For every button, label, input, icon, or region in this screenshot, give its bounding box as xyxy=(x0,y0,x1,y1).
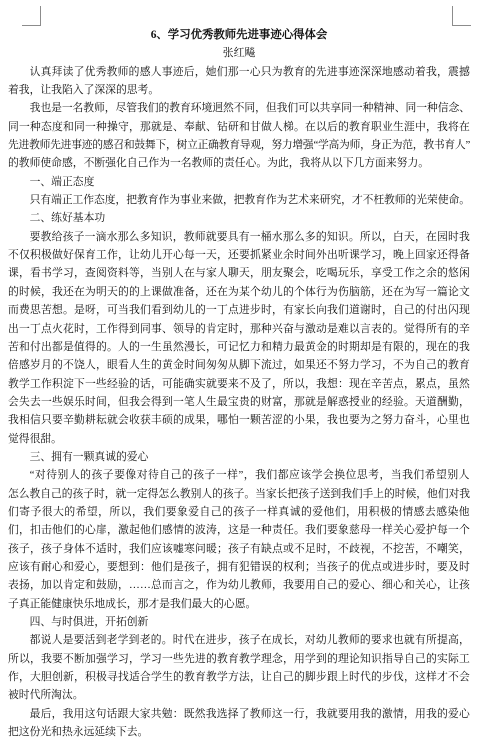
text-line-text: 应该有耐心和爱心，要想到：他们是孩子，拥有犯错误的权利；当孩子的优点或进步时，要及时 xyxy=(8,560,470,573)
corner-mark-top-left-vertical xyxy=(40,6,41,26)
text-line xyxy=(8,191,470,209)
text-line-text: 被时代所淘汰。 xyxy=(8,689,84,702)
text-line xyxy=(8,356,470,374)
text-line-text: 同一种态度和同一种操守，那就是、奉献、钻研和甘做人梯。在以后的教育职业生涯中，我将在 xyxy=(8,120,470,133)
section-heading xyxy=(8,448,470,466)
text-line-text: 我也是一名教师，尽管我们的教育环境迥然不同，但我们可以共享同一种精神、同一种信念、 xyxy=(29,102,470,115)
text-line-text: 着我，让我陷入了深深的思考。 xyxy=(8,84,160,97)
text-line xyxy=(8,631,470,649)
section-heading-text: 一、端正态度 xyxy=(29,175,95,188)
document-title: 6、学习优秀教师先进事迹心得体会 xyxy=(150,29,328,41)
text-line-text: 而费思苦想。是呀，可当我们看到幼儿的一丁点进步时，有家长向我们道谢时，自己的付出闪现 xyxy=(8,304,470,317)
text-line-text: “对待别人的孩子要像对待自己的孩子一样”，我们都应该学会换位思考，当我们希望别人 xyxy=(29,469,470,482)
text-line-text: 的时候，我还在为明天的的上课做准备，还在为某个幼儿的个体行为伤脑筋，还在为写一篇论文 xyxy=(8,285,470,298)
text-line-text: 只有端正工作态度，把教育作为事业来做，把教育作为艺术来研究，才不枉教师的光荣使命。 xyxy=(29,194,470,207)
text-line-text: 出一丁点火花时，工作得到同事、领导的肯定时，那种兴奋与激动是难以言表的。觉得所有的辛 xyxy=(8,322,470,335)
text-line-text: 们，扣击他们的心扉，激起他们感情的波涛，这是一种责任。我们要象慈母一样关心爱护每一个 xyxy=(8,524,470,537)
text-line xyxy=(8,576,470,594)
text-line-text: 把这份光和热永远延续下去。 xyxy=(8,726,149,739)
text-line-text: 作，大胆创新，积极寻找适合学生的教育教学方法，让自己的脚步跟上时代的步伐，这样才不会 xyxy=(8,671,470,684)
text-line xyxy=(8,338,470,356)
text-line xyxy=(8,503,470,521)
text-line xyxy=(8,81,470,99)
author-name: 张红飚 xyxy=(222,47,256,60)
text-line xyxy=(8,301,470,319)
text-line xyxy=(8,118,470,136)
section-heading-text: 四、与时俱进，开拓创新 xyxy=(29,616,149,628)
text-line xyxy=(8,430,470,448)
text-line xyxy=(8,228,470,246)
text-line xyxy=(8,411,470,429)
paragraph xyxy=(8,191,470,209)
document-body xyxy=(8,26,470,741)
text-flow xyxy=(8,63,470,742)
paragraph xyxy=(8,63,470,100)
paragraph xyxy=(8,705,470,742)
text-line-text: 都说人是要活到老学到老的。时代在进步，孩子在成长，对幼儿教师的要求也就有所提高， xyxy=(29,634,470,647)
text-line xyxy=(8,320,470,338)
text-line xyxy=(8,668,470,686)
text-line xyxy=(8,393,470,411)
text-line-text: 觉得很甜。 xyxy=(8,432,62,445)
text-line-text: 子真正能健康快乐地成长，那才是我们最大的心愿。 xyxy=(8,597,257,610)
section-heading xyxy=(8,173,470,191)
text-line xyxy=(8,595,470,613)
text-line-text: 们寄予很大的希望，所以，我们要象爱自己的孩子一样真诚的爱他们，用积极的情感去感染他 xyxy=(8,505,470,518)
text-line-text: 课，看书学习，查阅资料等，当别人在与家人聊天，朋友聚会，吃喝玩乐，享受工作之余的悠闲 xyxy=(8,267,470,280)
text-line xyxy=(8,705,470,723)
text-line-text: 先进教师先进事迹的感召和鼓舞下，树立正确教育导观，努力增强“学高为师，身正为范，教书育人” xyxy=(8,139,470,152)
text-line-text: 不仅积极做好保育工作，让幼儿开心每一天，还要抓紧业余时间外出听课学习，晚上回家还得备 xyxy=(8,249,470,262)
text-line xyxy=(8,650,470,668)
section-heading-text: 三、拥有一颗真诚的爱心 xyxy=(29,450,149,463)
section-heading xyxy=(8,209,470,227)
text-line-text: 孩子，孩子身体不适时，我们应该嘘寒问暖；孩子有缺点或不足时，不歧视，不挖苦，不嘲笑， xyxy=(8,542,470,555)
text-line xyxy=(8,136,470,154)
text-line-text: 要教给孩子一滴水那么多知识，教师就要具有一桶水那么多的知识。所以，白天，在园时我 xyxy=(29,230,470,243)
text-line xyxy=(8,154,470,172)
text-line-text: 苦和付出都是值得的。人的一生虽然漫长，可记忆力和精力最黄金的时期却是有限的，现在的我 xyxy=(8,340,470,353)
text-line-text: 倍感岁月的不饶人，眼看人生的黄金时间匆匆从脚下流过，如果还不努力学习，不为自己的教育 xyxy=(8,359,470,372)
text-line xyxy=(8,686,470,704)
text-line-text: 所以，我要不断加强学习，学习一些先进的教育教学理念，用学到的理论知识指导自己的实际工 xyxy=(8,652,470,665)
text-line xyxy=(8,485,470,503)
text-line xyxy=(8,521,470,539)
text-line-text: 表扬，加以肯定和鼓励，……总而言之，作为幼儿教师，我要用自己的爱心、细心和关心，让孩 xyxy=(8,579,470,592)
text-line xyxy=(8,63,470,81)
text-line xyxy=(8,283,470,301)
text-line xyxy=(8,466,470,484)
text-line xyxy=(8,723,470,741)
paragraph xyxy=(8,466,470,613)
text-line-text: 认真拜读了优秀教师的感人事迹后，她们那一心只为教育的先进事迹深深地感动着我，震撼 xyxy=(29,65,470,78)
text-line xyxy=(8,375,470,393)
paragraph xyxy=(8,631,470,704)
paragraph xyxy=(8,99,470,172)
text-line-text: 教学工作积淀下一些经验的话，可能确实就要来不及了，所以，我想：现在辛苦点，累点，虽然 xyxy=(8,377,470,390)
paragraph xyxy=(8,228,470,448)
text-line-text: 的教师使命感，不断强化自己作为一名教师的责任心。为此，我将从以下几方面来努力。 xyxy=(8,157,430,170)
corner-mark-top-right-vertical xyxy=(452,6,453,26)
text-line xyxy=(8,540,470,558)
section-heading xyxy=(8,613,470,631)
section-heading-text: 二、练好基本功 xyxy=(29,212,106,225)
text-line-text: 我相信只要辛勤耕耘就会收获丰硕的成果，哪怕一颗苦涩的小果，我也要为之努力奋斗，心里也 xyxy=(8,414,470,427)
text-line xyxy=(8,558,470,576)
text-line-text: 最后，我用这句话跟大家共勉：既然我选择了教师这一行，我就要用我的激情，用我的爱心 xyxy=(29,707,470,720)
text-line xyxy=(8,246,470,264)
text-line-text: 会失去一些娱乐时间，但我会得到一笔人生最宝贵的财富，那就是解惑授业的经验。天道酬勤， xyxy=(8,395,470,408)
text-line xyxy=(8,264,470,282)
text-line xyxy=(8,99,470,117)
text-line-text: 怎么教自己的孩子时，就一定得怎么教别人的孩子。当家长把孩子送到我们手上的时候，他们对我 xyxy=(8,487,470,500)
